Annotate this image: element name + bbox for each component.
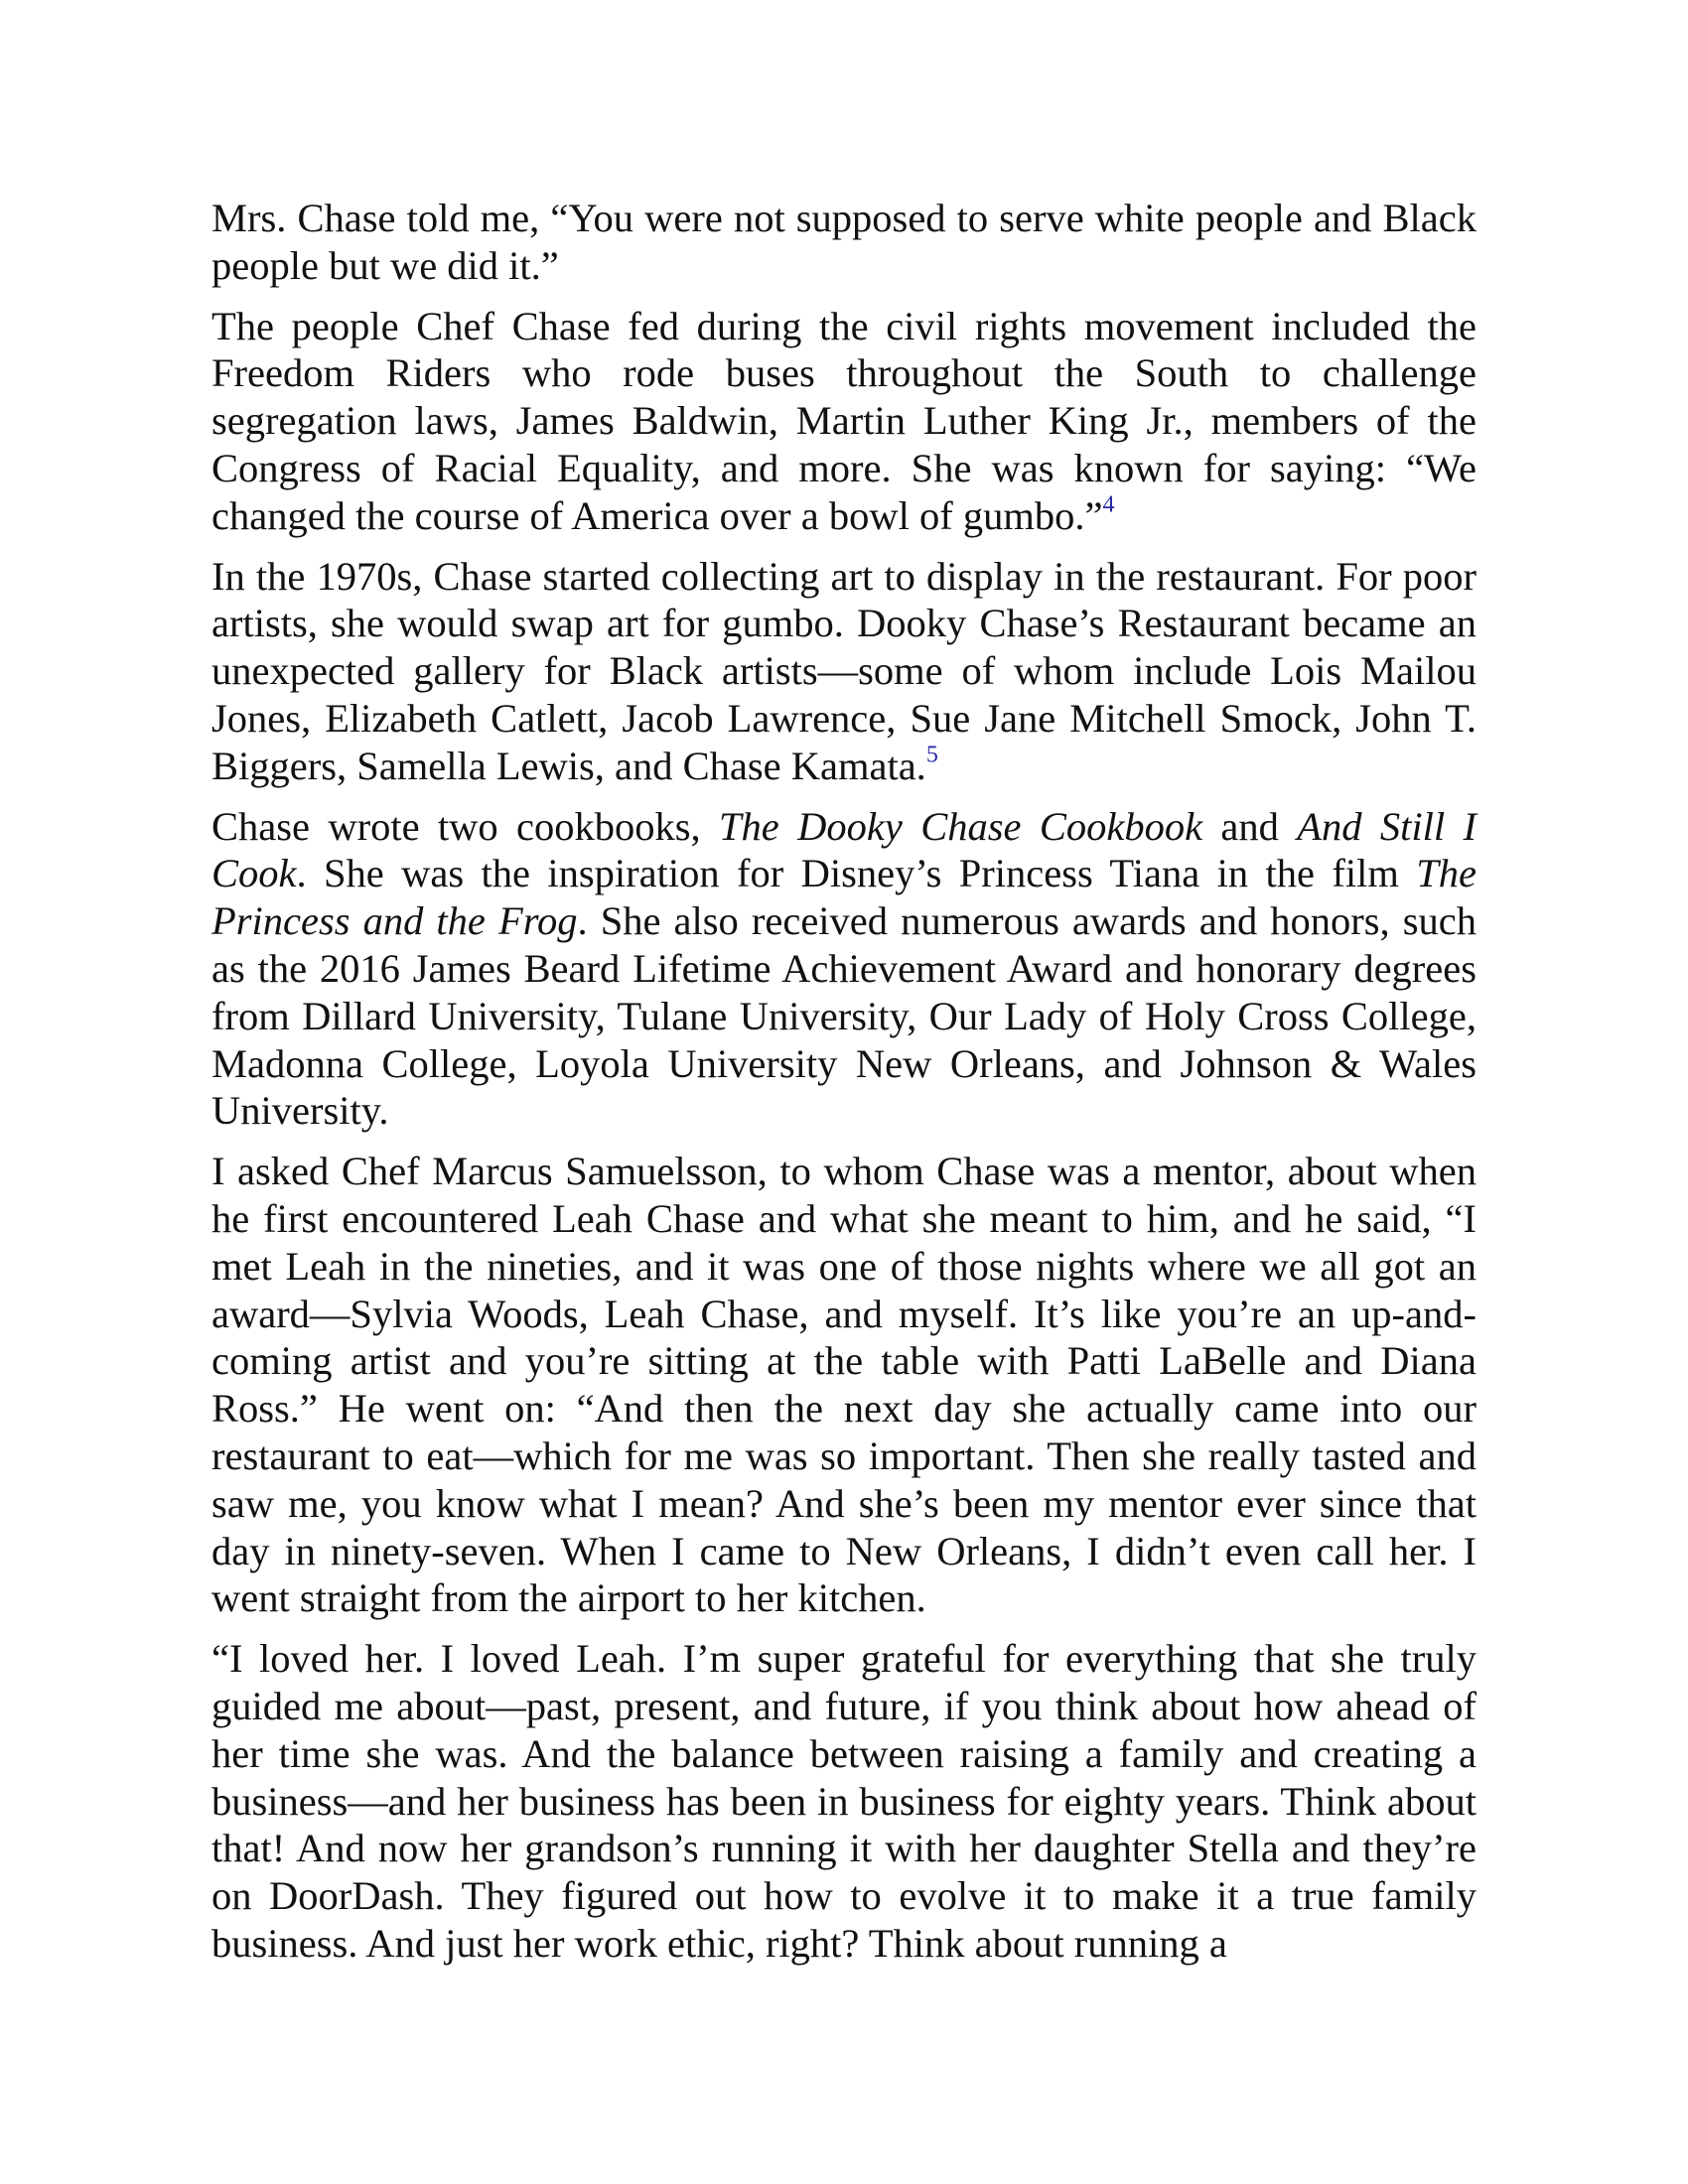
book-title: And Still I Cook (211, 803, 1477, 896)
book-title: The Dooky Chase Cookbook (719, 803, 1203, 849)
paragraph-text: . She also received numerous awards and honors, such as the 2016 James Beard Lifetime Achievement Award and honorary degrees from Dillard University, Tulane University, Our Lady of Holy Cross College, Madonna College, Loyola University New Orleans, and Johnson & Wales University. (211, 898, 1477, 1134)
paragraph-text: In the 1970s, Chase started collecting art to display in the restaurant. For poor artists, she would swap art for gumbo. Dooky Chase’s Restaurant became an unexpected gallery for Black artists—some of whom include Lois Mailou Jones, Elizabeth Catlett, Jacob Lawrence, Sue Jane Mitchell Smock, John T. Biggers, Samella Lewis, and Chase Kamata. (211, 553, 1477, 788)
paragraph-text: Chase wrote two cookbooks, (211, 803, 720, 849)
paragraph-text: The people Chef Chase fed during the civil rights movement included the Freedom Riders who rode buses throughout the South to challenge segregation laws, James Baldwin, Martin Luther King Jr., members of the Congress of Racial Equality, and more. She was known for saying: “We changed the course of America over a bowl of gumbo.” (211, 303, 1477, 538)
paragraph-text: I asked Chef Marcus Samuelsson, to whom Chase was a mentor, about when he first encountered Leah Chase and what she meant to him, and he said, “I met Leah in the nineties, and it was one of those nights where we all got an award—Sylvia Woods, Leah Chase, and myself. It’s like you’re an up-and-coming artist and you’re sitting at the table with Patti LaBelle and Diana Ross.” He went on: “And then the next day she actually came into our restaurant to eat—which for me was so important. Then she really tasted and saw me, you know what I mean? And she’s been my mentor ever since that day in ninety-seven. When I came to New Orleans, I didn’t even call her. I went straight from the airport to her kitchen. (211, 1149, 1477, 1621)
footnote-marker[interactable]: 5 (925, 742, 938, 768)
paragraph-text: “I loved her. I loved Leah. I’m super grateful for everything that she truly guided me about—past, present, and future, if you think about how ahead of her time she was. And the balance between raising a family and creating a business—and her business has been in business for eighty years. Think about that! And now her grandson’s running it with her daughter Stella and they’re on DoorDash. They figured out how to evolve it to make it a true family business. And just her work ethic, right? Think about running a (211, 1636, 1477, 1966)
paragraph-text: and (1202, 803, 1298, 849)
paragraph-text: . She was the inspiration for Disney’s Princess Tiana in the film (296, 851, 1417, 896)
paragraph (211, 803, 1477, 1136)
footnote-marker[interactable]: 4 (1102, 491, 1115, 518)
paragraph (211, 553, 1477, 790)
paragraph (211, 303, 1477, 540)
film-title: The Princess and the Frog (211, 851, 1477, 944)
paragraph (211, 1148, 1477, 1622)
paragraph-text: Mrs. Chase told me, “You were not supposed to serve white people and Black people but we did it.” (211, 196, 1477, 288)
paragraph (211, 195, 1477, 290)
page-body (211, 195, 1477, 1980)
paragraph (211, 1635, 1477, 1968)
